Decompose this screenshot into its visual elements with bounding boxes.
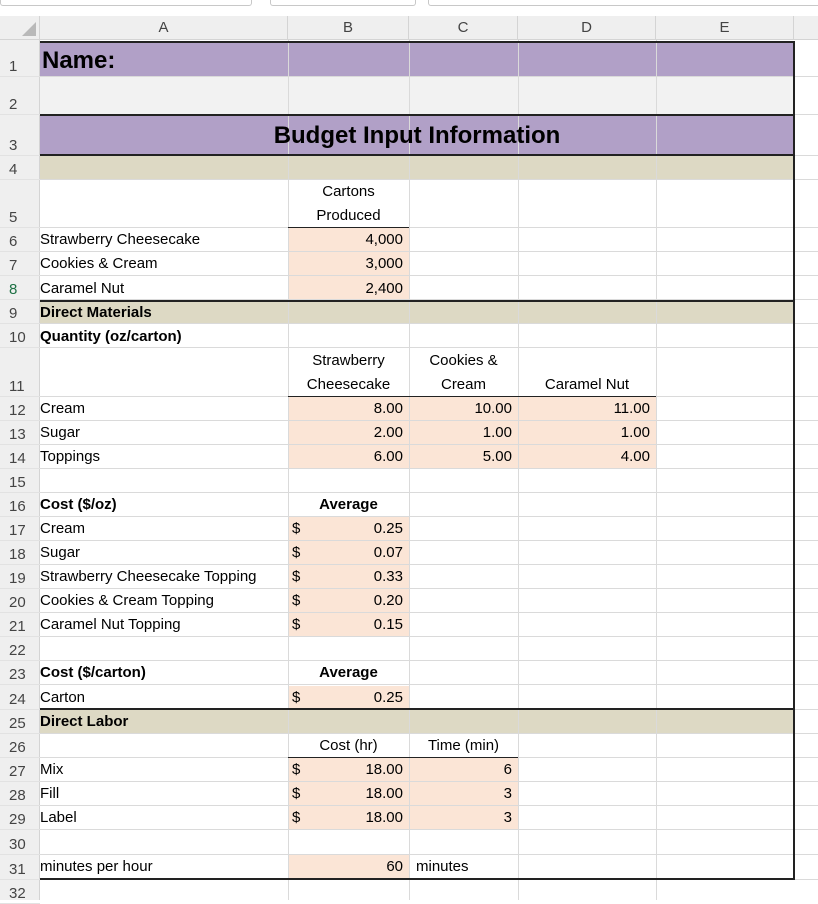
row-header[interactable]: 1 xyxy=(0,40,40,77)
section-direct-labor[interactable]: Direct Labor xyxy=(40,713,129,730)
header-strawberry-1: Strawberry xyxy=(312,352,385,369)
grid-hline xyxy=(40,468,818,469)
average-header: Average xyxy=(319,496,378,513)
labor-time[interactable]: 3 xyxy=(503,785,512,802)
select-all-corner[interactable] xyxy=(0,16,40,40)
cost-value[interactable]: 0.15 xyxy=(373,616,403,633)
labor-cost[interactable]: 18.00 xyxy=(365,809,403,826)
minutes-unit[interactable]: minutes xyxy=(416,858,469,875)
row-header[interactable]: 24 xyxy=(0,685,40,710)
labor-time-header: Time (min) xyxy=(427,737,500,754)
row-header[interactable]: 10 xyxy=(0,324,40,348)
row-header[interactable]: 19 xyxy=(0,565,40,589)
cost-value[interactable]: 0.07 xyxy=(373,544,403,561)
labor-time[interactable]: 6 xyxy=(503,761,512,778)
grid-hline xyxy=(40,805,818,806)
grid-hline xyxy=(40,636,818,637)
labor-cost[interactable]: 18.00 xyxy=(365,761,403,778)
grid-hline xyxy=(40,660,818,661)
row-header[interactable]: 16 xyxy=(0,493,40,517)
cartons-header-1: Cartons xyxy=(322,183,375,200)
grid-hline xyxy=(40,492,818,493)
cartons-header-underline xyxy=(288,227,409,228)
grid-hline xyxy=(40,854,818,855)
grid-vline xyxy=(656,40,657,900)
grid-hline xyxy=(40,612,818,613)
column-header-d[interactable]: D xyxy=(518,16,656,40)
formula-bar-input[interactable] xyxy=(428,0,818,6)
row-header[interactable]: 4 xyxy=(0,156,40,180)
row-header[interactable]: 13 xyxy=(0,421,40,445)
cartons-header-2: Produced xyxy=(316,207,381,224)
cartons-value[interactable]: 3,000 xyxy=(365,255,403,272)
grid-hline xyxy=(40,588,818,589)
quantity-header-underline xyxy=(288,396,656,397)
header-cookies-2: Cream xyxy=(440,376,486,393)
grid-hline xyxy=(40,684,818,685)
cost-label[interactable]: Cookies & Cream Topping xyxy=(40,592,214,609)
cartons-value[interactable]: 2,400 xyxy=(365,280,403,297)
row-header[interactable]: 8 xyxy=(0,276,40,300)
product-label[interactable]: Cookies & Cream xyxy=(40,255,158,272)
cost-value[interactable]: 0.25 xyxy=(373,520,403,537)
row-header[interactable]: 22 xyxy=(0,637,40,661)
row-header[interactable]: 12 xyxy=(0,397,40,421)
section-band-direct-labor xyxy=(40,710,794,733)
grid-hline xyxy=(40,781,818,782)
currency-symbol: $ xyxy=(292,544,301,561)
quantity-cookies[interactable]: 1.00 xyxy=(482,424,512,441)
currency-symbol: $ xyxy=(292,568,301,585)
row-header[interactable]: 3 xyxy=(0,115,40,156)
border-title-top xyxy=(40,114,794,116)
currency-symbol: $ xyxy=(292,592,301,609)
row-header[interactable]: 11 xyxy=(0,348,40,397)
minutes-per-hour-label[interactable]: minutes per hour xyxy=(40,858,153,875)
labor-label[interactable]: Mix xyxy=(40,761,64,778)
border-right xyxy=(793,41,795,880)
page-title: Budget Input Information xyxy=(273,122,561,149)
product-label[interactable]: Caramel Nut xyxy=(40,280,125,297)
grid-vline xyxy=(518,40,519,900)
minutes-per-hour-value[interactable]: 60 xyxy=(386,858,403,875)
border-materials-top xyxy=(40,300,794,302)
grid-hline xyxy=(40,420,818,421)
currency-symbol: $ xyxy=(292,616,301,633)
currency-symbol: $ xyxy=(292,761,301,778)
row-header[interactable]: 7 xyxy=(0,252,40,276)
border-title-bottom xyxy=(40,154,794,156)
section-band-4 xyxy=(40,156,794,179)
row-header[interactable]: 15 xyxy=(0,469,40,493)
cost-label[interactable]: Strawberry Cheesecake Topping xyxy=(40,568,257,585)
grid-hline xyxy=(40,733,818,734)
section-band-direct-materials xyxy=(40,302,794,323)
grid-hline xyxy=(40,275,818,276)
quantity-caramel[interactable]: 4.00 xyxy=(620,448,650,465)
labor-time[interactable]: 3 xyxy=(503,809,512,826)
row-header[interactable]: 27 xyxy=(0,758,40,782)
currency-symbol: $ xyxy=(292,785,301,802)
column-header-f-partial[interactable] xyxy=(794,16,818,40)
labor-cost[interactable]: 18.00 xyxy=(365,785,403,802)
border-labor-top xyxy=(40,708,794,710)
formula-bar-area xyxy=(0,0,818,16)
labor-header-underline xyxy=(288,757,518,758)
quantity-label[interactable]: Quantity (oz/carton) xyxy=(40,328,182,345)
grid-hline xyxy=(40,227,818,228)
row-header[interactable]: 30 xyxy=(0,830,40,855)
grid-hline xyxy=(40,444,818,445)
border-top xyxy=(40,41,794,43)
carton-cost-value[interactable]: 0.25 xyxy=(373,689,403,706)
labor-cost-header: Cost (hr) xyxy=(319,737,378,754)
column-header-b[interactable]: B xyxy=(288,16,409,40)
quantity-strawberry[interactable]: 6.00 xyxy=(373,448,403,465)
row-header[interactable]: 21 xyxy=(0,613,40,637)
labor-label[interactable]: Fill xyxy=(40,785,60,802)
product-label[interactable]: Strawberry Cheesecake xyxy=(40,231,201,248)
cost-label[interactable]: Sugar xyxy=(40,544,81,561)
grid-hline xyxy=(40,347,818,348)
material-label[interactable]: Toppings xyxy=(40,448,101,465)
formula-bar-button[interactable] xyxy=(270,0,416,6)
currency-symbol: $ xyxy=(292,520,301,537)
cost-carton-label[interactable]: Cost ($/carton) xyxy=(40,664,146,681)
name-label: Name: xyxy=(42,47,116,74)
header-cookies-1: Cookies & xyxy=(429,352,498,369)
grid-hline xyxy=(40,516,818,517)
row-header[interactable]: 23 xyxy=(0,661,40,685)
carton-label[interactable]: Carton xyxy=(40,689,86,706)
select-all-icon xyxy=(22,22,36,36)
header-strawberry-2: Cheesecake xyxy=(306,376,391,393)
row-header[interactable]: 25 xyxy=(0,710,40,734)
grid-hline xyxy=(40,564,818,565)
cost-label[interactable]: Caramel Nut Topping xyxy=(40,616,181,633)
row-header[interactable]: 29 xyxy=(0,806,40,830)
header-caramel: Caramel Nut xyxy=(544,376,630,393)
name-box[interactable] xyxy=(0,0,252,6)
row-header[interactable]: 14 xyxy=(0,445,40,469)
column-header-c[interactable]: C xyxy=(409,16,518,40)
name-band xyxy=(40,42,794,77)
quantity-strawberry[interactable]: 2.00 xyxy=(373,424,403,441)
gray-band xyxy=(40,77,794,115)
column-header-a[interactable]: A xyxy=(40,16,288,40)
row-header[interactable]: 6 xyxy=(0,228,40,252)
quantity-caramel[interactable]: 11.00 xyxy=(613,400,650,417)
cost-oz-label[interactable]: Cost ($/oz) xyxy=(40,496,117,513)
grid-hline xyxy=(40,179,818,180)
grid-hline xyxy=(40,251,818,252)
average-header: Average xyxy=(319,664,378,681)
material-label[interactable]: Sugar xyxy=(40,424,81,441)
labor-label[interactable]: Label xyxy=(40,809,77,826)
row-header[interactable]: 28 xyxy=(0,782,40,806)
grid-hline xyxy=(40,829,818,830)
row-header[interactable]: 26 xyxy=(0,734,40,758)
quantity-strawberry[interactable]: 8.00 xyxy=(373,400,403,417)
row-header[interactable]: 32 xyxy=(0,880,40,904)
grid-hline xyxy=(40,540,818,541)
material-label[interactable]: Cream xyxy=(40,400,86,417)
section-direct-materials[interactable]: Direct Materials xyxy=(40,304,152,321)
row-header[interactable]: 18 xyxy=(0,541,40,565)
currency-symbol: $ xyxy=(292,689,301,706)
cost-value[interactable]: 0.20 xyxy=(373,592,403,609)
grid-hline xyxy=(40,76,818,77)
currency-symbol: $ xyxy=(292,809,301,826)
row-header[interactable]: 5 xyxy=(0,180,40,228)
cost-value[interactable]: 0.33 xyxy=(373,568,403,585)
column-header-e[interactable]: E xyxy=(656,16,794,40)
quantity-cookies[interactable]: 5.00 xyxy=(482,448,512,465)
quantity-cookies[interactable]: 10.00 xyxy=(474,400,512,417)
row-header[interactable]: 20 xyxy=(0,589,40,613)
grid-hline xyxy=(40,323,818,324)
cartons-value[interactable]: 4,000 xyxy=(365,231,403,248)
row-header[interactable]: 31 xyxy=(0,855,40,880)
cost-label[interactable]: Cream xyxy=(40,520,86,537)
row-header[interactable]: 17 xyxy=(0,517,40,541)
row-header[interactable]: 2 xyxy=(0,77,40,115)
row-header[interactable]: 9 xyxy=(0,300,40,324)
border-bottom xyxy=(40,878,794,880)
quantity-caramel[interactable]: 1.00 xyxy=(620,424,650,441)
